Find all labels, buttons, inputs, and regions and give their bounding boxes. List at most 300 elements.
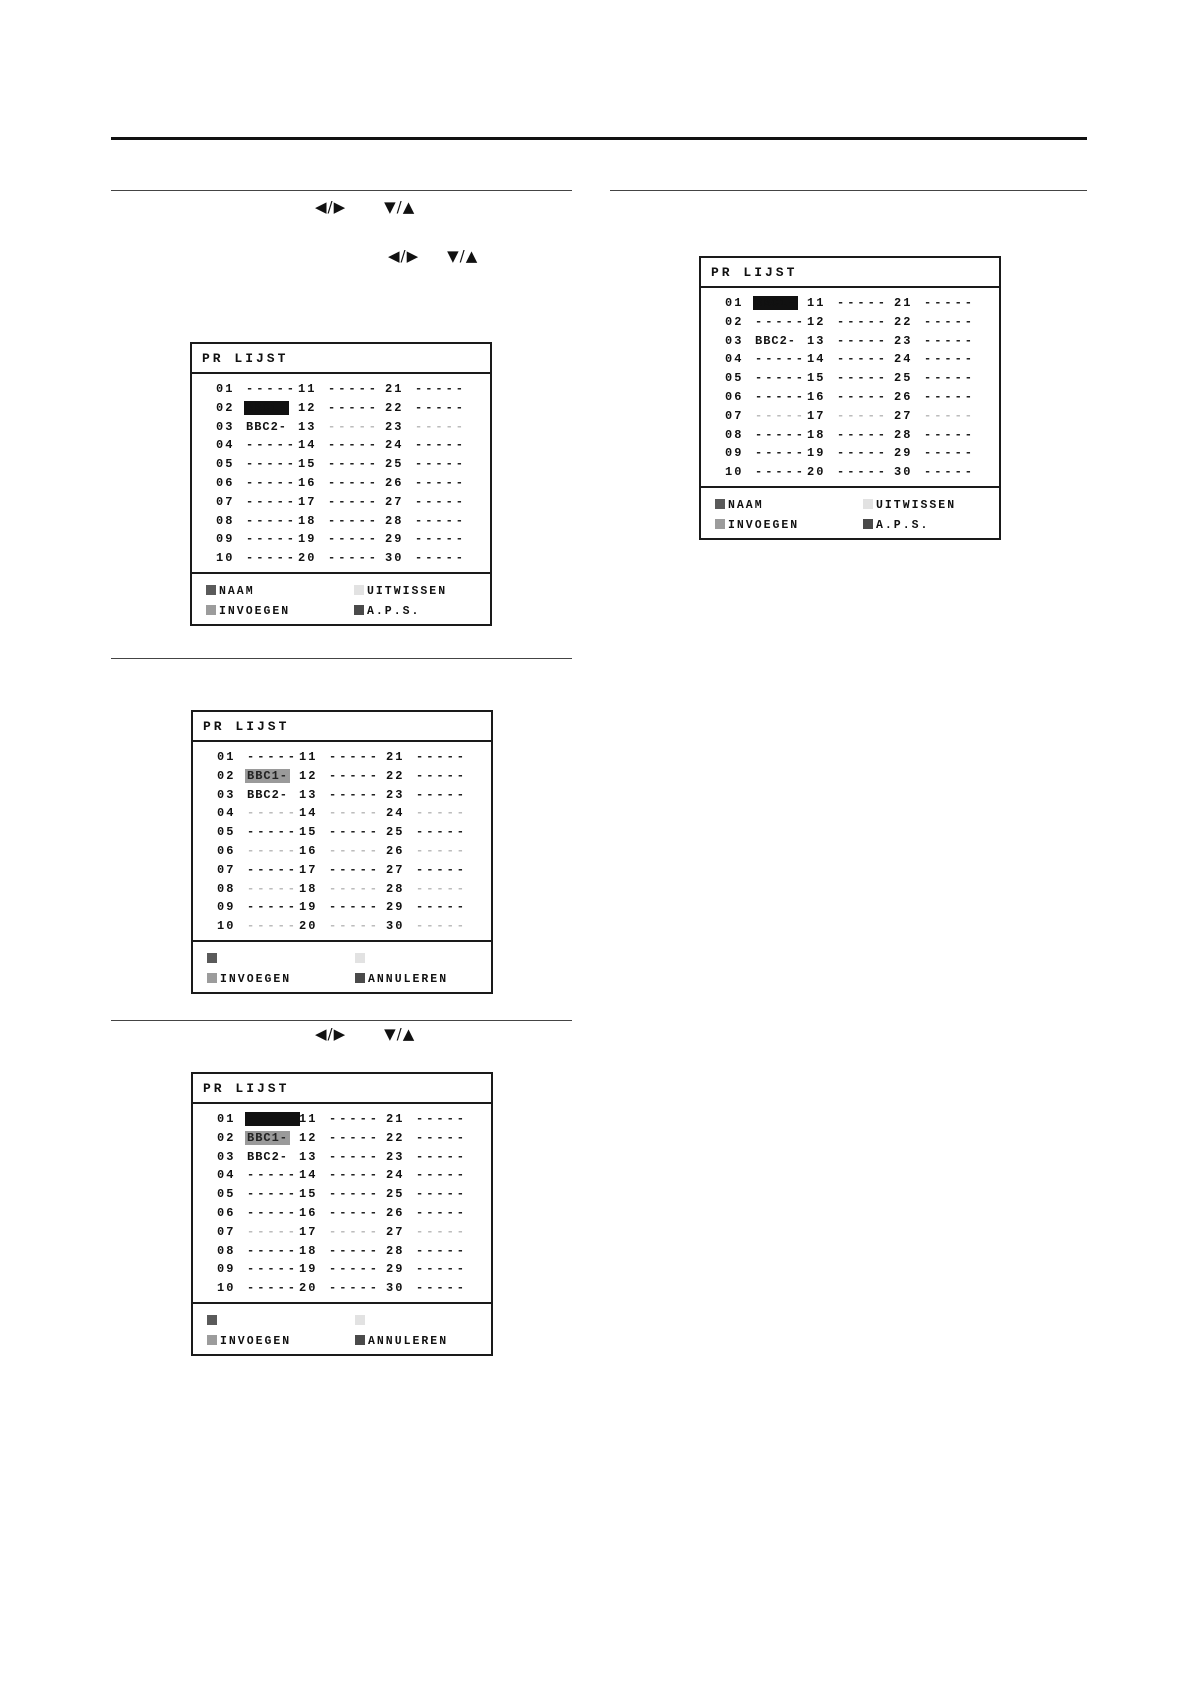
program-name[interactable]: BBC1- xyxy=(247,768,289,783)
program-row xyxy=(701,446,999,464)
yellow-key-option[interactable] xyxy=(863,499,956,513)
program-name[interactable]: ----- xyxy=(415,419,467,434)
program-number: 23 xyxy=(386,1149,405,1164)
program-name[interactable]: ----- xyxy=(329,1168,381,1183)
program-name[interactable]: ----- xyxy=(247,750,299,764)
panel-title: PR LIJST xyxy=(192,344,490,374)
yellow-key-label: UITWISSEN xyxy=(876,499,957,512)
program-grid xyxy=(193,742,491,942)
program-number: 09 xyxy=(216,532,235,547)
program-name[interactable]: ----- xyxy=(328,457,380,472)
program-row xyxy=(193,1225,491,1243)
program-number: 27 xyxy=(894,408,913,423)
program-name[interactable]: BBC2- xyxy=(246,419,288,434)
program-number: 07 xyxy=(216,494,235,509)
color-key-legend xyxy=(193,942,491,992)
program-name[interactable]: ----- xyxy=(328,382,380,396)
program-number: 16 xyxy=(299,844,318,858)
program-name[interactable]: BBC1- xyxy=(247,1130,289,1145)
program-number: 20 xyxy=(807,465,826,480)
program-row xyxy=(193,844,491,862)
program-name[interactable]: ----- xyxy=(837,446,889,461)
program-row xyxy=(192,420,490,438)
yellow-key-option[interactable] xyxy=(355,1315,368,1329)
program-number: 23 xyxy=(385,419,404,434)
program-row xyxy=(701,428,999,446)
program-row xyxy=(193,806,491,824)
green-key-option[interactable] xyxy=(715,519,799,533)
program-name[interactable]: ----- xyxy=(415,400,467,415)
program-name[interactable]: ----- xyxy=(837,427,889,442)
program-name[interactable]: ----- xyxy=(329,1130,381,1145)
program-name[interactable]: ----- xyxy=(416,1149,468,1164)
pr-list-panel xyxy=(191,710,493,994)
blue-key-icon xyxy=(354,605,364,615)
program-name[interactable]: ----- xyxy=(924,352,976,367)
program-number: 10 xyxy=(725,465,744,480)
program-name[interactable]: ----- xyxy=(837,314,889,329)
program-row xyxy=(193,750,491,768)
program-number: 05 xyxy=(217,825,236,840)
program-name[interactable]: ----- xyxy=(246,457,298,472)
yellow-key-label: UITWISSEN xyxy=(367,585,448,598)
program-name[interactable]: ----- xyxy=(247,825,299,840)
red-key-icon xyxy=(207,953,217,963)
green-key-icon xyxy=(206,605,216,615)
program-name[interactable]: ----- xyxy=(247,1224,299,1239)
program-name[interactable]: ----- xyxy=(329,919,381,934)
panel-title: PR LIJST xyxy=(193,1074,491,1104)
program-number: 11 xyxy=(298,382,317,396)
program-grid xyxy=(701,288,999,488)
program-name[interactable]: ----- xyxy=(416,1187,468,1202)
program-name[interactable]: ----- xyxy=(328,532,380,547)
program-number: 02 xyxy=(216,400,235,415)
pr-list-panel xyxy=(699,256,1001,540)
program-number: 07 xyxy=(725,408,744,423)
program-name[interactable]: ----- xyxy=(416,1206,468,1220)
program-number: 19 xyxy=(299,900,318,915)
program-name[interactable]: ----- xyxy=(416,881,468,896)
green-key-label: INVOEGEN xyxy=(220,973,292,986)
program-number: 26 xyxy=(385,476,404,490)
program-name[interactable]: ----- xyxy=(247,900,299,915)
program-name[interactable]: ----- xyxy=(329,862,381,877)
program-name[interactable]: ----- xyxy=(328,494,380,509)
program-name[interactable]: ----- xyxy=(329,1112,381,1126)
panel-title: PR LIJST xyxy=(193,712,491,742)
yellow-key-option[interactable] xyxy=(354,585,447,599)
program-number: 06 xyxy=(725,390,744,404)
program-number: 23 xyxy=(894,333,913,348)
program-number: 21 xyxy=(386,750,405,764)
program-name[interactable]: ----- xyxy=(329,825,381,840)
left-right-arrow-icon: ◀/▶ xyxy=(315,1025,347,1043)
program-row xyxy=(192,551,490,569)
program-name[interactable]: ----- xyxy=(329,1206,381,1220)
program-name[interactable]: ----- xyxy=(246,438,298,453)
program-name[interactable]: ----- xyxy=(416,1130,468,1145)
program-name[interactable]: ----- xyxy=(755,390,807,404)
yellow-key-icon xyxy=(355,1315,365,1325)
program-number: 11 xyxy=(299,1112,318,1126)
program-number: 10 xyxy=(217,1281,236,1296)
program-number: 27 xyxy=(386,1224,405,1239)
program-row xyxy=(192,532,490,550)
program-name[interactable]: ----- xyxy=(329,1281,381,1296)
program-row xyxy=(193,919,491,937)
blue-key-option[interactable] xyxy=(354,605,420,619)
green-key-option[interactable] xyxy=(206,605,290,619)
red-key-option[interactable] xyxy=(207,953,220,967)
program-name[interactable]: ----- xyxy=(247,1281,299,1296)
program-row xyxy=(193,1187,491,1205)
red-key-option[interactable] xyxy=(207,1315,220,1329)
program-row xyxy=(192,476,490,494)
program-name[interactable]: ----- xyxy=(246,382,298,396)
blue-key-icon xyxy=(355,1335,365,1345)
program-row xyxy=(193,882,491,900)
program-name[interactable]: ----- xyxy=(329,1224,381,1239)
program-name[interactable]: ----- xyxy=(416,919,468,934)
program-number: 06 xyxy=(216,476,235,490)
blue-key-option[interactable] xyxy=(863,519,929,533)
program-name[interactable]: ----- xyxy=(415,382,467,396)
program-name[interactable]: ----- xyxy=(329,844,381,858)
program-row xyxy=(701,334,999,352)
program-number: 02 xyxy=(725,314,744,329)
program-name[interactable]: ----- xyxy=(247,1206,299,1220)
program-name[interactable]: ----- xyxy=(328,513,380,528)
program-name[interactable]: ----- xyxy=(329,1243,381,1258)
blue-key-option[interactable] xyxy=(355,1335,448,1349)
program-name[interactable]: ----- xyxy=(755,408,807,423)
program-number: 07 xyxy=(217,862,236,877)
program-name[interactable]: ----- xyxy=(755,371,807,386)
program-name[interactable]: ----- xyxy=(416,806,468,821)
program-name[interactable]: ----- xyxy=(328,400,380,415)
program-number: 28 xyxy=(386,881,405,896)
program-number: 25 xyxy=(385,457,404,472)
program-name[interactable]: ----- xyxy=(416,1262,468,1277)
program-row xyxy=(192,514,490,532)
yellow-key-option[interactable] xyxy=(355,953,368,967)
program-name[interactable]: ----- xyxy=(924,371,976,386)
pr-list-panel xyxy=(191,1072,493,1356)
program-name[interactable]: ----- xyxy=(416,844,468,858)
blue-key-icon xyxy=(355,973,365,983)
program-row xyxy=(701,315,999,333)
program-number: 26 xyxy=(386,1206,405,1220)
green-key-label: INVOEGEN xyxy=(219,605,291,618)
program-name[interactable]: BBC2- xyxy=(755,333,797,348)
program-name[interactable]: ----- xyxy=(415,513,467,528)
program-name[interactable]: ----- xyxy=(416,900,468,915)
program-name[interactable]: ----- xyxy=(329,900,381,915)
program-name[interactable]: ----- xyxy=(924,296,976,310)
program-number: 29 xyxy=(385,532,404,547)
program-name[interactable]: ----- xyxy=(755,314,807,329)
program-row xyxy=(193,769,491,787)
program-name[interactable]: ----- xyxy=(837,408,889,423)
program-name[interactable]: ----- xyxy=(924,446,976,461)
program-number: 04 xyxy=(217,806,236,821)
program-number: 01 xyxy=(217,750,236,764)
program-name[interactable]: ----- xyxy=(329,1149,381,1164)
left-right-arrow-icon: ◀/▶ xyxy=(315,198,347,216)
blue-key-label: A.P.S. xyxy=(876,519,930,532)
section-rule-1 xyxy=(111,190,572,191)
program-row xyxy=(193,1112,491,1130)
program-number: 03 xyxy=(725,333,744,348)
program-name[interactable]: ----- xyxy=(246,494,298,509)
program-number: 18 xyxy=(299,881,318,896)
program-number: 12 xyxy=(298,400,317,415)
program-name[interactable]: ----- xyxy=(416,862,468,877)
program-row xyxy=(193,788,491,806)
program-grid xyxy=(193,1104,491,1304)
program-row xyxy=(193,900,491,918)
program-number: 17 xyxy=(807,408,826,423)
program-name[interactable]: ----- xyxy=(247,881,299,896)
program-name[interactable]: ----- xyxy=(837,465,889,480)
program-name[interactable]: ----- xyxy=(246,476,298,490)
program-number: 22 xyxy=(894,314,913,329)
section-rule-2 xyxy=(610,190,1087,191)
program-name[interactable]: BBC2- xyxy=(247,787,289,802)
program-name[interactable]: ----- xyxy=(837,390,889,404)
program-row xyxy=(701,465,999,483)
program-number: 24 xyxy=(386,1168,405,1183)
program-number: 16 xyxy=(298,476,317,490)
program-grid xyxy=(192,374,490,574)
program-number: 01 xyxy=(216,382,235,396)
program-name[interactable]: ----- xyxy=(246,532,298,547)
program-name[interactable]: ----- xyxy=(247,1112,299,1126)
yellow-key-icon xyxy=(354,585,364,595)
program-number: 22 xyxy=(386,768,405,783)
red-key-icon xyxy=(715,499,725,509)
program-number: 04 xyxy=(216,438,235,453)
program-name[interactable]: ----- xyxy=(328,438,380,453)
program-name[interactable]: ----- xyxy=(246,513,298,528)
program-name[interactable]: ----- xyxy=(328,551,380,566)
program-number: 05 xyxy=(217,1187,236,1202)
program-name[interactable]: ----- xyxy=(329,806,381,821)
program-number: 06 xyxy=(217,1206,236,1220)
program-name[interactable]: ----- xyxy=(247,806,299,821)
program-row xyxy=(192,382,490,400)
program-number: 13 xyxy=(299,787,318,802)
program-row xyxy=(192,457,490,475)
program-number: 04 xyxy=(217,1168,236,1183)
program-number: 13 xyxy=(807,333,826,348)
program-name[interactable]: ----- xyxy=(755,465,807,480)
program-row xyxy=(193,1206,491,1224)
red-key-icon xyxy=(206,585,216,595)
program-name[interactable]: ----- xyxy=(924,465,976,480)
green-key-label: INVOEGEN xyxy=(728,519,800,532)
left-right-arrow-icon: ◀/▶ xyxy=(388,247,420,265)
program-name[interactable]: ----- xyxy=(247,1262,299,1277)
program-number: 25 xyxy=(386,1187,405,1202)
program-name[interactable]: ----- xyxy=(924,427,976,442)
program-number: 02 xyxy=(217,768,236,783)
program-number: 06 xyxy=(217,844,236,858)
program-number: 05 xyxy=(725,371,744,386)
program-number: 25 xyxy=(386,825,405,840)
red-key-option[interactable] xyxy=(206,585,255,599)
program-number: 03 xyxy=(217,787,236,802)
program-name[interactable]: ----- xyxy=(416,1281,468,1296)
program-number: 10 xyxy=(217,919,236,934)
program-name[interactable]: ----- xyxy=(416,1224,468,1239)
program-number: 03 xyxy=(216,419,235,434)
program-row xyxy=(192,495,490,513)
program-number: 30 xyxy=(385,551,404,566)
program-row xyxy=(193,1281,491,1299)
program-number: 18 xyxy=(298,513,317,528)
program-number: 22 xyxy=(385,400,404,415)
red-key-label: NAAM xyxy=(728,499,764,512)
program-row xyxy=(701,390,999,408)
program-name[interactable]: ----- xyxy=(924,333,976,348)
program-number: 15 xyxy=(299,825,318,840)
program-number: 15 xyxy=(299,1187,318,1202)
program-number: 19 xyxy=(298,532,317,547)
color-key-legend xyxy=(701,488,999,538)
program-name[interactable]: ----- xyxy=(416,787,468,802)
program-name[interactable]: ----- xyxy=(247,1243,299,1258)
program-name[interactable]: ----- xyxy=(837,352,889,367)
program-name[interactable]: ----- xyxy=(415,532,467,547)
program-name[interactable]: ----- xyxy=(415,476,467,490)
program-name[interactable]: ----- xyxy=(837,371,889,386)
green-key-icon xyxy=(207,1335,217,1345)
program-name[interactable]: ----- xyxy=(328,419,380,434)
program-number: 24 xyxy=(386,806,405,821)
blue-key-option[interactable] xyxy=(355,973,448,987)
program-number: 19 xyxy=(299,1262,318,1277)
red-key-label: NAAM xyxy=(219,585,255,598)
program-name[interactable]: ----- xyxy=(416,1168,468,1183)
program-number: 21 xyxy=(386,1112,405,1126)
program-number: 01 xyxy=(725,296,744,310)
program-number: 29 xyxy=(386,1262,405,1277)
program-number: 20 xyxy=(299,919,318,934)
program-number: 04 xyxy=(725,352,744,367)
program-number: 10 xyxy=(216,551,235,566)
program-number: 08 xyxy=(217,881,236,896)
program-name[interactable]: ----- xyxy=(924,390,976,404)
program-name[interactable]: ----- xyxy=(416,1112,468,1126)
program-number: 18 xyxy=(299,1243,318,1258)
program-number: 14 xyxy=(807,352,826,367)
program-name[interactable]: ----- xyxy=(329,881,381,896)
program-number: 05 xyxy=(216,457,235,472)
program-row xyxy=(193,1131,491,1149)
program-number: 14 xyxy=(299,806,318,821)
program-name[interactable]: ----- xyxy=(755,446,807,461)
program-number: 25 xyxy=(894,371,913,386)
green-key-option[interactable] xyxy=(207,973,291,987)
program-name[interactable]: BBC2- xyxy=(247,1149,289,1164)
program-name[interactable]: ----- xyxy=(329,750,381,764)
program-name[interactable]: ----- xyxy=(837,296,889,310)
program-number: 20 xyxy=(299,1281,318,1296)
program-row xyxy=(193,1168,491,1186)
program-name[interactable]: ----- xyxy=(328,476,380,490)
program-name[interactable]: ----- xyxy=(924,408,976,423)
program-number: 14 xyxy=(298,438,317,453)
program-number: 15 xyxy=(298,457,317,472)
program-name[interactable]: ----- xyxy=(329,787,381,802)
blue-key-label: ANNULEREN xyxy=(368,973,449,986)
program-number: 23 xyxy=(386,787,405,802)
program-name[interactable]: ----- xyxy=(329,1262,381,1277)
program-number: 16 xyxy=(807,390,826,404)
program-name[interactable]: ----- xyxy=(416,825,468,840)
program-number: 08 xyxy=(216,513,235,528)
program-number: 24 xyxy=(894,352,913,367)
program-name[interactable]: ----- xyxy=(755,352,807,367)
program-row xyxy=(193,825,491,843)
program-name[interactable]: ----- xyxy=(246,551,298,566)
program-number: 08 xyxy=(217,1243,236,1258)
program-row xyxy=(193,1150,491,1168)
program-name[interactable]: ----- xyxy=(416,750,468,764)
blue-key-label: A.P.S. xyxy=(367,605,421,618)
program-name[interactable]: ----- xyxy=(247,862,299,877)
red-key-option[interactable] xyxy=(715,499,764,513)
program-name[interactable]: ----- xyxy=(329,1187,381,1202)
program-name[interactable]: ----- xyxy=(415,438,467,453)
program-name[interactable]: ----- xyxy=(247,1187,299,1202)
program-number: 17 xyxy=(299,862,318,877)
program-row xyxy=(192,401,490,419)
program-name[interactable]: ----- xyxy=(755,427,807,442)
program-name[interactable]: ----- xyxy=(415,551,467,566)
program-name[interactable]: ----- xyxy=(415,457,467,472)
program-name[interactable]: BBC1- xyxy=(755,296,797,310)
program-name[interactable]: ----- xyxy=(924,314,976,329)
program-number: 14 xyxy=(299,1168,318,1183)
program-name[interactable]: ----- xyxy=(247,1168,299,1183)
down-up-arrow-icon: ▼/▲ xyxy=(447,247,479,265)
program-name[interactable]: ----- xyxy=(247,844,299,858)
program-number: 30 xyxy=(386,919,405,934)
program-number: 20 xyxy=(298,551,317,566)
program-number: 09 xyxy=(217,900,236,915)
section-rule-3 xyxy=(111,658,572,659)
arrow-keys-hint-2 xyxy=(388,247,478,265)
down-up-arrow-icon: ▼/▲ xyxy=(384,198,416,216)
program-number: 03 xyxy=(217,1149,236,1164)
program-number: 07 xyxy=(217,1224,236,1239)
program-number: 16 xyxy=(299,1206,318,1220)
program-name[interactable]: ----- xyxy=(415,494,467,509)
program-name[interactable]: ----- xyxy=(329,768,381,783)
program-row xyxy=(192,438,490,456)
program-name[interactable]: ----- xyxy=(837,333,889,348)
program-name[interactable]: BBC1- xyxy=(246,400,288,415)
program-name[interactable]: ----- xyxy=(416,1243,468,1258)
green-key-option[interactable] xyxy=(207,1335,291,1349)
program-number: 12 xyxy=(299,768,318,783)
program-number: 30 xyxy=(894,465,913,480)
program-name[interactable]: ----- xyxy=(247,919,299,934)
program-name[interactable]: ----- xyxy=(416,768,468,783)
